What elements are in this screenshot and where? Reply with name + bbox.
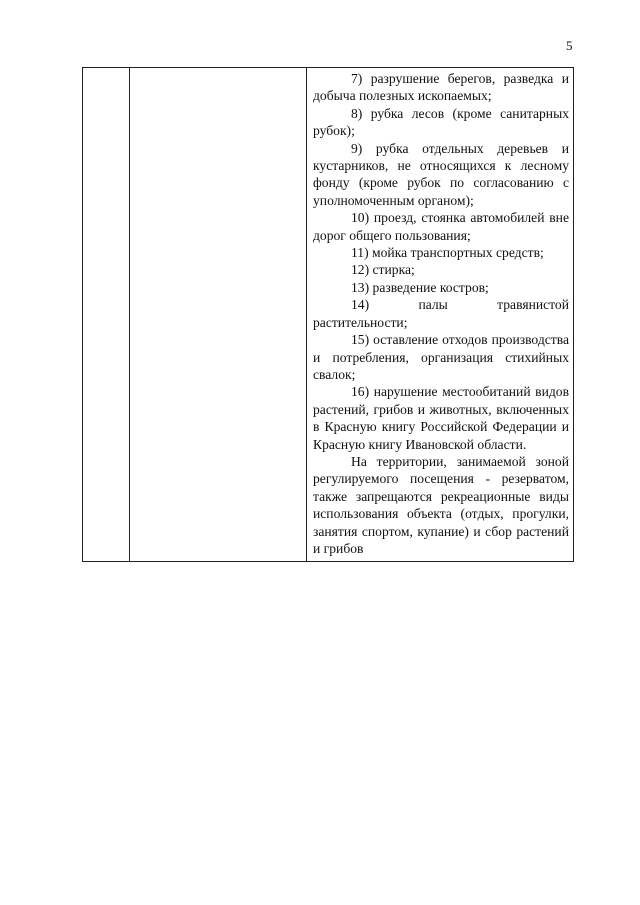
table-row xyxy=(83,68,574,562)
restriction-item: 8) рубка лесов (кроме санитарных рубок); xyxy=(313,105,569,139)
restriction-item: 12) стирка; xyxy=(351,262,415,278)
regulations-table xyxy=(82,67,574,562)
restriction-item: 14) палы травянистой растительности; xyxy=(313,297,569,330)
restriction-item: 7) разрушение берегов, разведка и добыча полезных ископаемых; xyxy=(313,71,569,104)
restriction-item: 9) рубка отдельных деревьев и кустарников, не относящихся к лесному фонду (кроме рубок по согласованию с уполномоченным органом); xyxy=(313,140,569,208)
restriction-item: 10) проезд, стоянка автомобилей вне дорог общего пользования; xyxy=(313,210,569,243)
restriction-item: 13) разведение костров; xyxy=(351,279,489,295)
restriction-item: 11) мойка транспортных средств; xyxy=(351,245,544,261)
table-cell-number xyxy=(83,68,130,562)
table-cell-restrictions xyxy=(307,68,574,562)
page-number: 5 xyxy=(566,38,573,53)
table-cell-zone xyxy=(130,68,307,562)
restriction-item: 16) нарушение местообитаний видов растений, грибов и животных, включенных в Красную книгу Российской Федерации и Красную книгу Ивановской области. xyxy=(313,384,569,452)
restriction-item: 15) оставление отходов производства и потребления, организация стихийных свалок; xyxy=(313,332,569,382)
reserve-zone-paragraph: На территории, занимаемой зоной регулируемого посещения - резерватом, также запрещаются рекреационные виды использования объекта (отдых, прогулки, занятия спортом, купание) и сбор растений и грибов xyxy=(313,453,569,556)
